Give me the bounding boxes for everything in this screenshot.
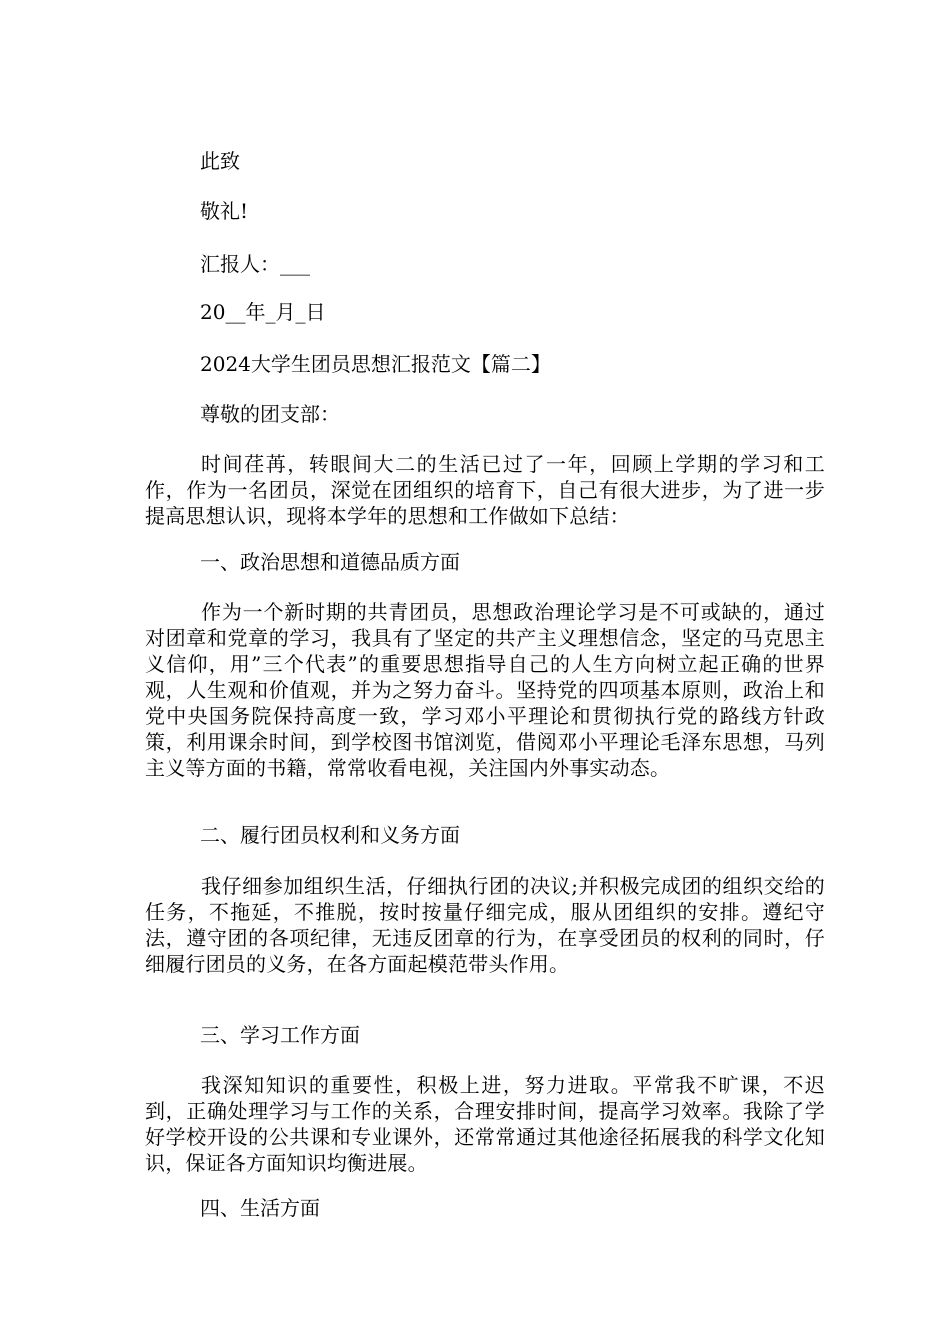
section-heading-4: 四、生活方面 xyxy=(200,1196,320,1220)
intro-paragraph: 时间荏苒，转眼间大二的生活已过了一年，回顾上学期的学习和工作，作为一名团员，深觉在团组织的培育下，自己有很大进步，为了进一步提高思想认识，现将本学年的思想和工作做如下总结： xyxy=(145,452,825,528)
section-heading-3: 三、学习工作方面 xyxy=(200,1023,360,1047)
closing-salutation-2: 敬礼! xyxy=(200,199,249,223)
section-body-3: 我深知知识的重要性，积极上进，努力进取。平常我不旷课，不迟到，正确处理学习与工作的关系，合理安排时间，提高学习效率。我除了学好学校开设的公共课和专业课外，还常常通过其他途径拓展我的科学文化知识，保证各方面知识均衡进展。 xyxy=(145,1073,825,1175)
date-line: 20__年_月_日 xyxy=(200,300,326,324)
section-body-2: 我仔细参加组织生活，仔细执行团的决议;并积极完成团的组织交给的任务，不拖延，不推脱，按时按量仔细完成，服从团组织的安排。遵纪守法，遵守团的各项纪律，无违反团章的行为，在享受团员的权利的同时，仔细履行团员的义务，在各方面起模范带头作用。 xyxy=(145,874,825,976)
section-heading-2: 二、履行团员权利和义务方面 xyxy=(200,823,460,847)
greeting: 尊敬的团支部： xyxy=(200,402,340,426)
section-heading-1: 一、政治思想和道德品质方面 xyxy=(200,550,460,574)
reporter-line: 汇报人：___ xyxy=(200,252,310,276)
closing-salutation-1: 此致 xyxy=(200,149,240,173)
section-body-1: 作为一个新时期的共青团员，思想政治理论学习是不可或缺的，通过对团章和党章的学习，我具有了坚定的共产主义理想信念，坚定的马克思主义信仰，用”三个代表”的重要思想指导自己的人生方向树立起正确的世界观，人生观和价值观，并为之努力奋斗。坚持党的四项基本原则，政治上和党中央国务院保持高度一致，学习邓小平理论和贯彻执行党的路线方针政策，利用课余时间，到学校图书馆浏览，借阅邓小平理论毛泽东思想，马列主义等方面的书籍，常常收看电视，关注国内外事实动态。 xyxy=(145,600,825,780)
section-title: 2024大学生团员思想汇报范文【篇二】 xyxy=(200,352,551,376)
